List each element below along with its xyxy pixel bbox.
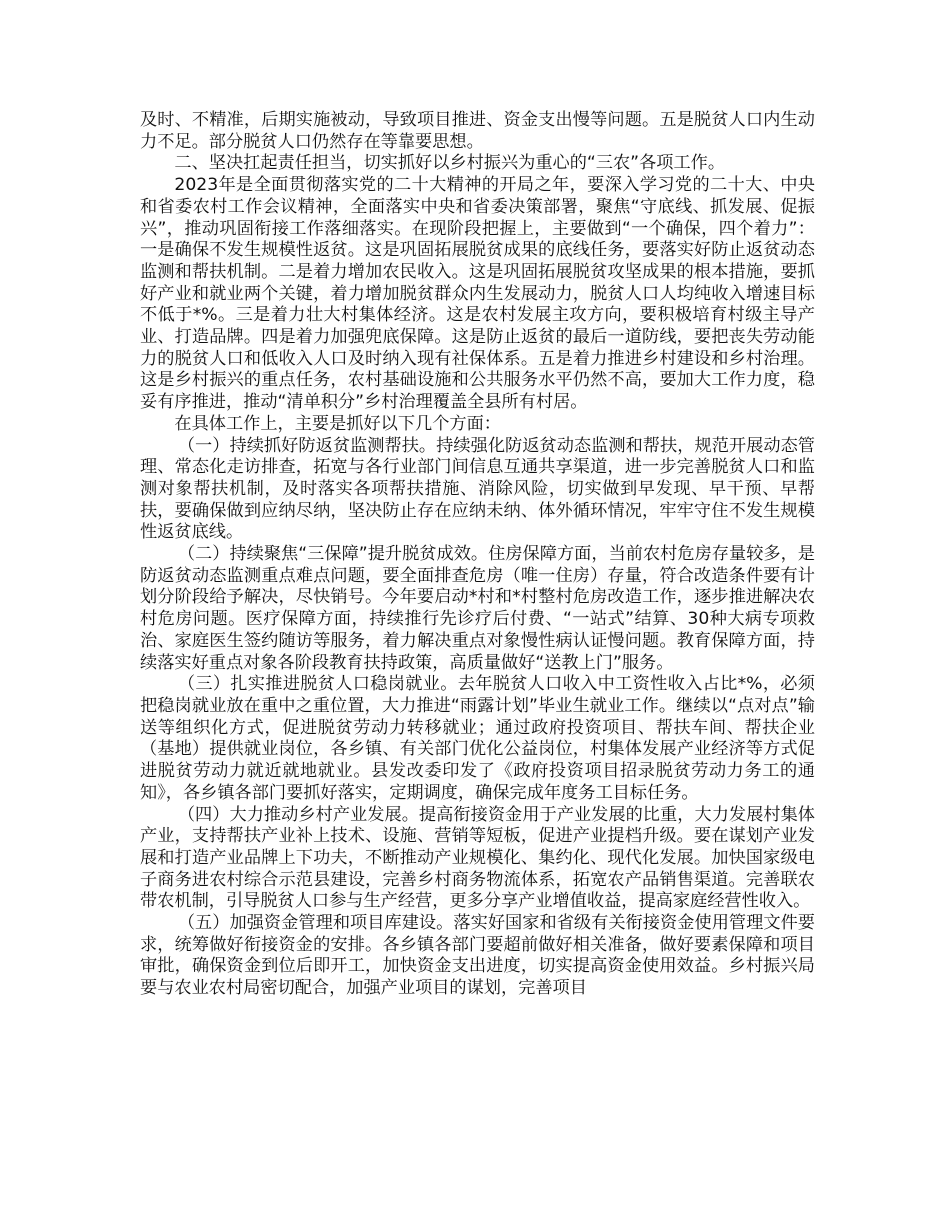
subsection-paragraph: （二）持续聚焦“三保障”提升脱贫成效。住房保障方面，当前农村危房存量较多，是防返贫动态监测重点难点问题，要全面排查危房（唯一住房）存量，符合改造条件要有计划分阶段给予解决，尽快销号。今年要启动*村和*村整村危房改造工作，逐步推进解决农村危房问题。医疗保障方面，持续推行先诊疗后付费、“一站式”结算、30种大病专项救治、家庭医生签约随访等服务，着力解决重点对象慢性病认证慢问题。教育保障方面，持续落实好重点对象各阶段教育扶持政策，高质量做好“送教上门”服务。 bbox=[140, 544, 815, 673]
paragraph-continued: 及时、不精准，后期实施被动，导致项目推进、资金支出慢等问题。五是脱贫人口内生动力不足。部分脱贫人口仍然存在等靠要思想。 bbox=[140, 110, 815, 152]
subsection-paragraph: （三）扎实推进脱贫人口稳岗就业。去年脱贫人口收入中工资性收入占比*%，必须把稳岗就业放在重中之重位置，大力推进“雨露计划”毕业生就业工作。继续以“点对点”输送等组织化方式，促进脱贫劳动力转移就业；通过政府投资项目、帮扶车间、帮扶企业（基地）提供就业岗位，各乡镇、有关部门优化公益岗位，村集体发展产业经济等方式促进脱贫劳动力就近就地就业。县发改委印发了《政府投资项目招录脱贫劳动力务工的通知》，各乡镇各部门要抓好落实，定期调度，确保完成年度务工目标任务。 bbox=[140, 674, 815, 803]
document-page bbox=[140, 110, 815, 1000]
subsection-paragraph: （五）加强资金管理和项目库建设。落实好国家和省级有关衔接资金使用管理文件要求，统筹做好衔接资金的安排。各乡镇各部门要超前做好相关准备，做好要素保障和项目审批，确保资金到位后即开工，加快资金支出进度，切实提高资金使用效益。乡村振兴局要与农业农村局密切配合，加强产业项目的谋划，完善项目 bbox=[140, 913, 815, 999]
paragraph: 在具体工作上，主要是抓好以下几个方面： bbox=[174, 413, 501, 434]
paragraph: 2023年是全面贯彻落实党的二十大精神的开局之年，要深入学习党的二十大、中央和省委农村工作会议精神，全面落实中央和省委决策部署，聚焦“守底线、抓发展、促振兴”，推动巩固衔接工作落细落实。在现阶段把握上，主要做到“一个确保，四个着力”：一是确保不发生规模性返贫。这是巩固拓展脱贫成果的底线任务，要落实好防止返贫动态监测和帮扶机制。二是着力增加农民收入。这是巩固拓展脱贫攻坚成果的根本措施，要抓好产业和就业两个关键，着力增加脱贫群众内生发展动力，脱贫人口人均纯收入增速目标不低于*%。三是着力壮大村集体经济。这是农村发展主攻方向，要积极培育村级主导产业、打造品牌。四是着力加强兜底保障。这是防止返贫的最后一道防线，要把丧失劳动能力的脱贫人口和低收入人口及时纳入现有社保体系。五是着力推进乡村建设和乡村治理。这是乡村振兴的重点任务，农村基础设施和公共服务水平仍然不高，要加大工作力度，稳妥有序推进，推动“清单积分”乡村治理覆盖全县所有村居。 bbox=[140, 175, 815, 413]
section-heading: 二、坚决扛起责任担当，切实抓好以乡村振兴为重心的“三农”各项工作。 bbox=[174, 153, 726, 174]
subsection-paragraph: （一）持续抓好防返贫监测帮扶。持续强化防返贫动态监测和帮扶，规范开展动态管理、常态化走访排查，拓宽与各行业部门间信息互通共享渠道，进一步完善脱贫人口和监测对象帮扶机制，及时落实各项帮扶措施、消除风险，切实做到早发现、早干预、早帮扶，要确保做到应纳尽纳，坚决防止存在应纳未纳、体外循环情况，牢牢守住不发生规模性返贫底线。 bbox=[140, 435, 815, 543]
subsection-paragraph: （四）大力推动乡村产业发展。提高衔接资金用于产业发展的比重，大力发展村集体产业，支持帮扶产业补上技术、设施、营销等短板，促进产业提档升级。要在谋划产业发展和打造产业品牌上下功夫，不断推动产业规模化、集约化、现代化发展。加快国家级电子商务进农村综合示范县建设，完善乡村商务物流体系，拓宽农产品销售渠道。完善联农带农机制，引导脱贫人口参与生产经营，更多分享产业增值收益，提高家庭经营性收入。 bbox=[140, 804, 815, 912]
